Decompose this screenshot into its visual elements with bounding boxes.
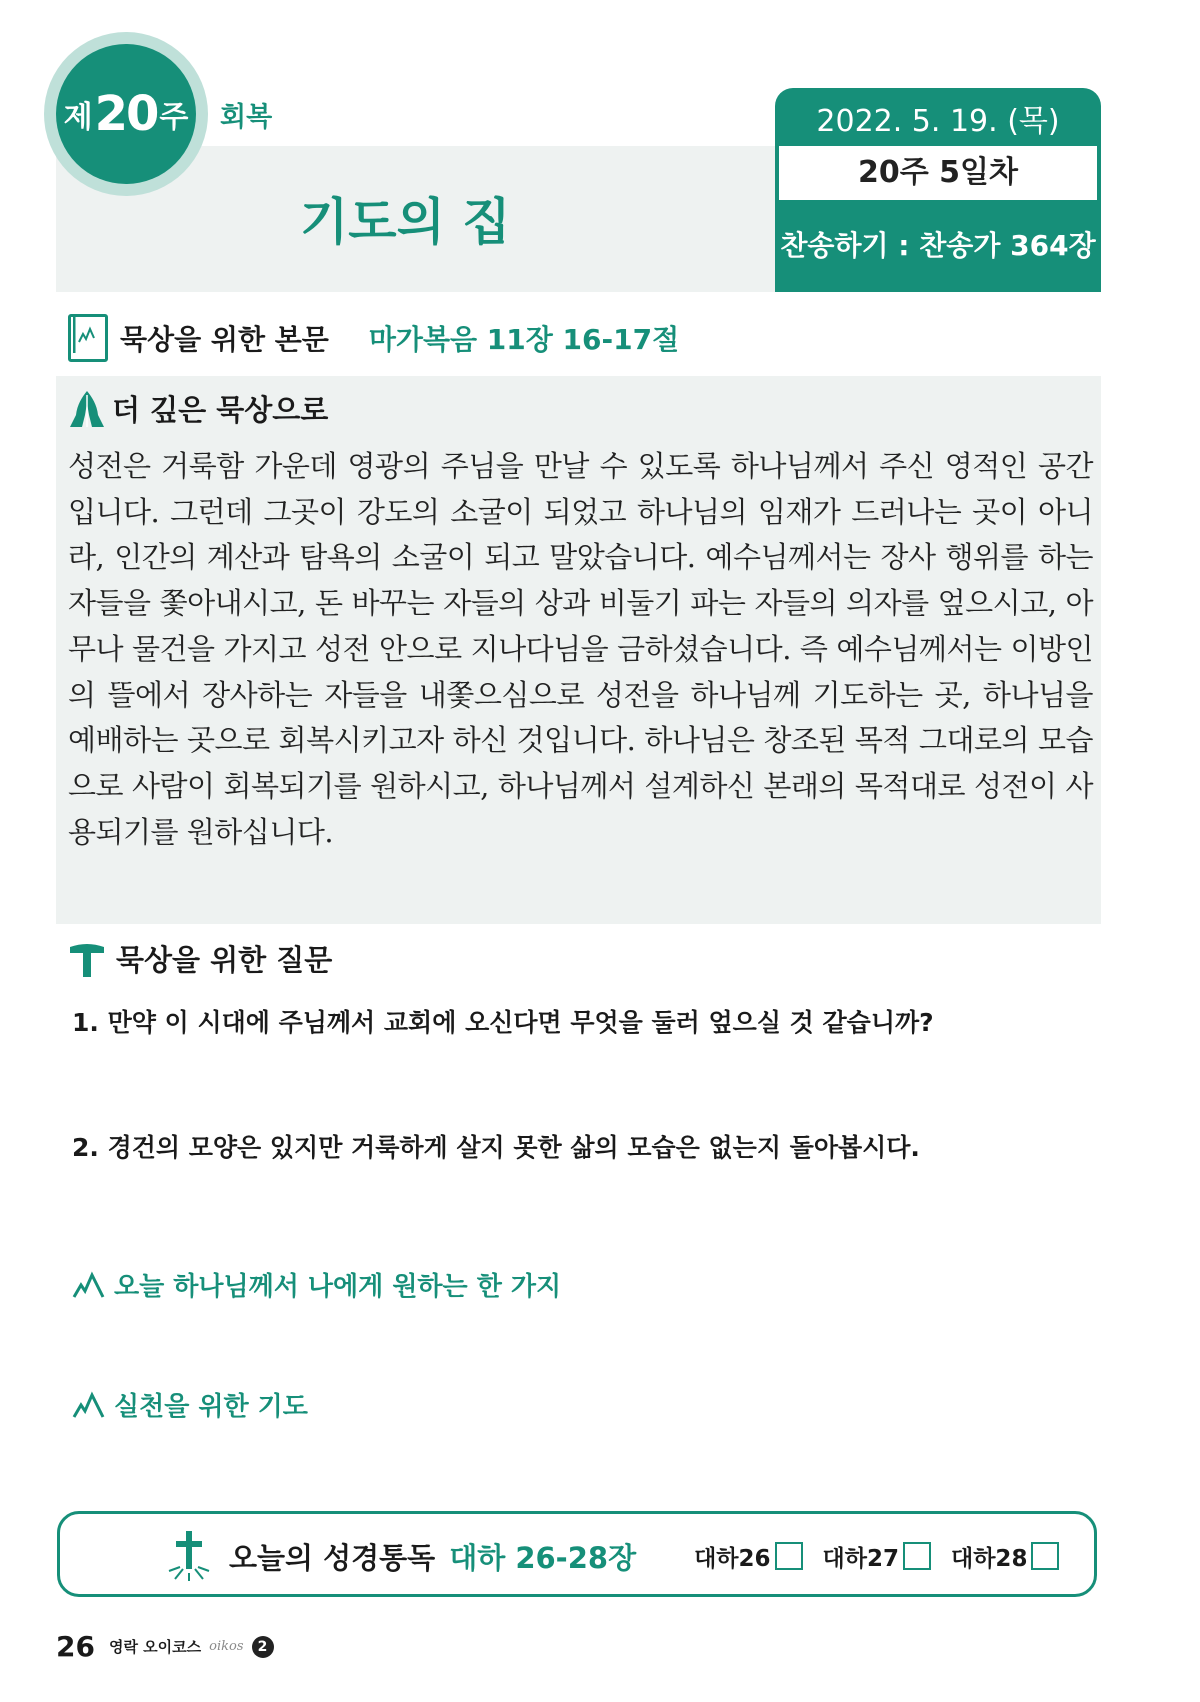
week-theme: 회복 bbox=[220, 102, 273, 133]
date-box bbox=[775, 88, 1101, 292]
passage-row bbox=[68, 314, 679, 362]
one-thing-heading bbox=[72, 1266, 561, 1303]
page-footer bbox=[56, 1630, 274, 1663]
meditation-heading-text: 더 깊은 묵상으로 bbox=[112, 393, 329, 427]
reading-check-1[interactable] bbox=[694, 1540, 802, 1573]
date-text: 2022. 5. 19. (목) bbox=[816, 104, 1060, 139]
question-1: 1. 만약 이 시대에 주님께서 교회에 오신다면 무엇을 둘러 엎으실 것 같습니까? bbox=[72, 1008, 934, 1037]
week-number: 20 bbox=[94, 86, 158, 142]
questions-heading-text: 묵상을 위한 질문 bbox=[116, 943, 333, 977]
reading-check-label: 대하28 bbox=[951, 1545, 1028, 1572]
passage-reference: 마가복음 11장 16-17절 bbox=[368, 323, 680, 356]
reading-check-3[interactable] bbox=[951, 1540, 1059, 1573]
week-prefix: 제 bbox=[63, 100, 93, 135]
checkbox[interactable] bbox=[775, 1542, 803, 1570]
checkbox[interactable] bbox=[903, 1542, 931, 1570]
mountain-icon bbox=[72, 1391, 106, 1419]
checkbox[interactable] bbox=[1031, 1542, 1059, 1570]
bible-reading-box bbox=[57, 1511, 1097, 1597]
praying-hands-icon bbox=[68, 389, 106, 429]
radiant-cross-icon bbox=[165, 1529, 213, 1583]
reading-check-label: 대하27 bbox=[822, 1545, 899, 1572]
questions-heading bbox=[68, 938, 332, 979]
series-name: 영락 오이코스 bbox=[108, 1638, 202, 1656]
reading-range: 대하 26-28장 bbox=[449, 1540, 637, 1575]
page-number: 26 bbox=[56, 1630, 95, 1663]
passage-label: 묵상을 위한 본문 bbox=[120, 323, 329, 356]
prayer-text: 실천을 위한 기도 bbox=[114, 1392, 308, 1422]
prayer-heading bbox=[72, 1386, 308, 1423]
reading-check-2[interactable] bbox=[823, 1540, 931, 1573]
question-2: 2. 경건의 모양은 있지만 거룩하게 살지 못한 삶의 모습은 없는지 돌아봅시다. bbox=[72, 1133, 920, 1162]
day-count: 20주 5일차 bbox=[779, 146, 1097, 200]
meditation-body: 성전은 거룩함 가운데 영광의 주님을 만날 수 있도록 하나님께서 주신 영적인 공간입니다. 그런데 그곳이 강도의 소굴이 되었고 하나님의 임재가 드러나는 곳이 아니라, 인간의 계산과 탐욕의 소굴이 되고 말았습니다. 예수님께서는 장사 행위를 하는 자들을 쫓아내시고, 돈 바꾸는 자들의 상과 비둘기 파는 자들의 의자를 엎으시고, 아무나 물건을 가지고 성전 안으로 지나다님을 금하셨습니다. 즉 예수님께서는 이방인의 뜰에서 장사하는 자들을 내쫓으심으로 성전을 하나님께 기도하는 곳, 하나님을 예배하는 곳으로 회복시키고자 하신 것입니다. 하나님은 창조된 목적 그대로의 모습으로 사람이 회복되기를 원하시고, 하나님께서 설계하신 본래의 목적대로 성전이 사용되기를 원하십니다. bbox=[68, 449, 1093, 849]
one-thing-text: 오늘 하나님께서 나에게 원하는 한 가지 bbox=[114, 1272, 562, 1302]
hymn-text: 찬송하기 : 찬송가 364장 bbox=[780, 229, 1096, 262]
week-badge bbox=[56, 44, 196, 184]
reading-check-label: 대하26 bbox=[694, 1545, 771, 1572]
page-title: 기도의 집 bbox=[300, 193, 511, 251]
signature-logo: oikos bbox=[209, 1639, 244, 1654]
reading-row bbox=[165, 1526, 1079, 1586]
mountain-icon bbox=[72, 1271, 106, 1299]
bible-book-icon bbox=[68, 314, 108, 362]
cross-icon bbox=[68, 939, 106, 979]
week-suffix: 주 bbox=[159, 100, 189, 135]
reading-label: 오늘의 성경통독 bbox=[229, 1540, 436, 1575]
volume-badge: 2 bbox=[252, 1636, 274, 1658]
meditation-heading bbox=[68, 388, 328, 429]
